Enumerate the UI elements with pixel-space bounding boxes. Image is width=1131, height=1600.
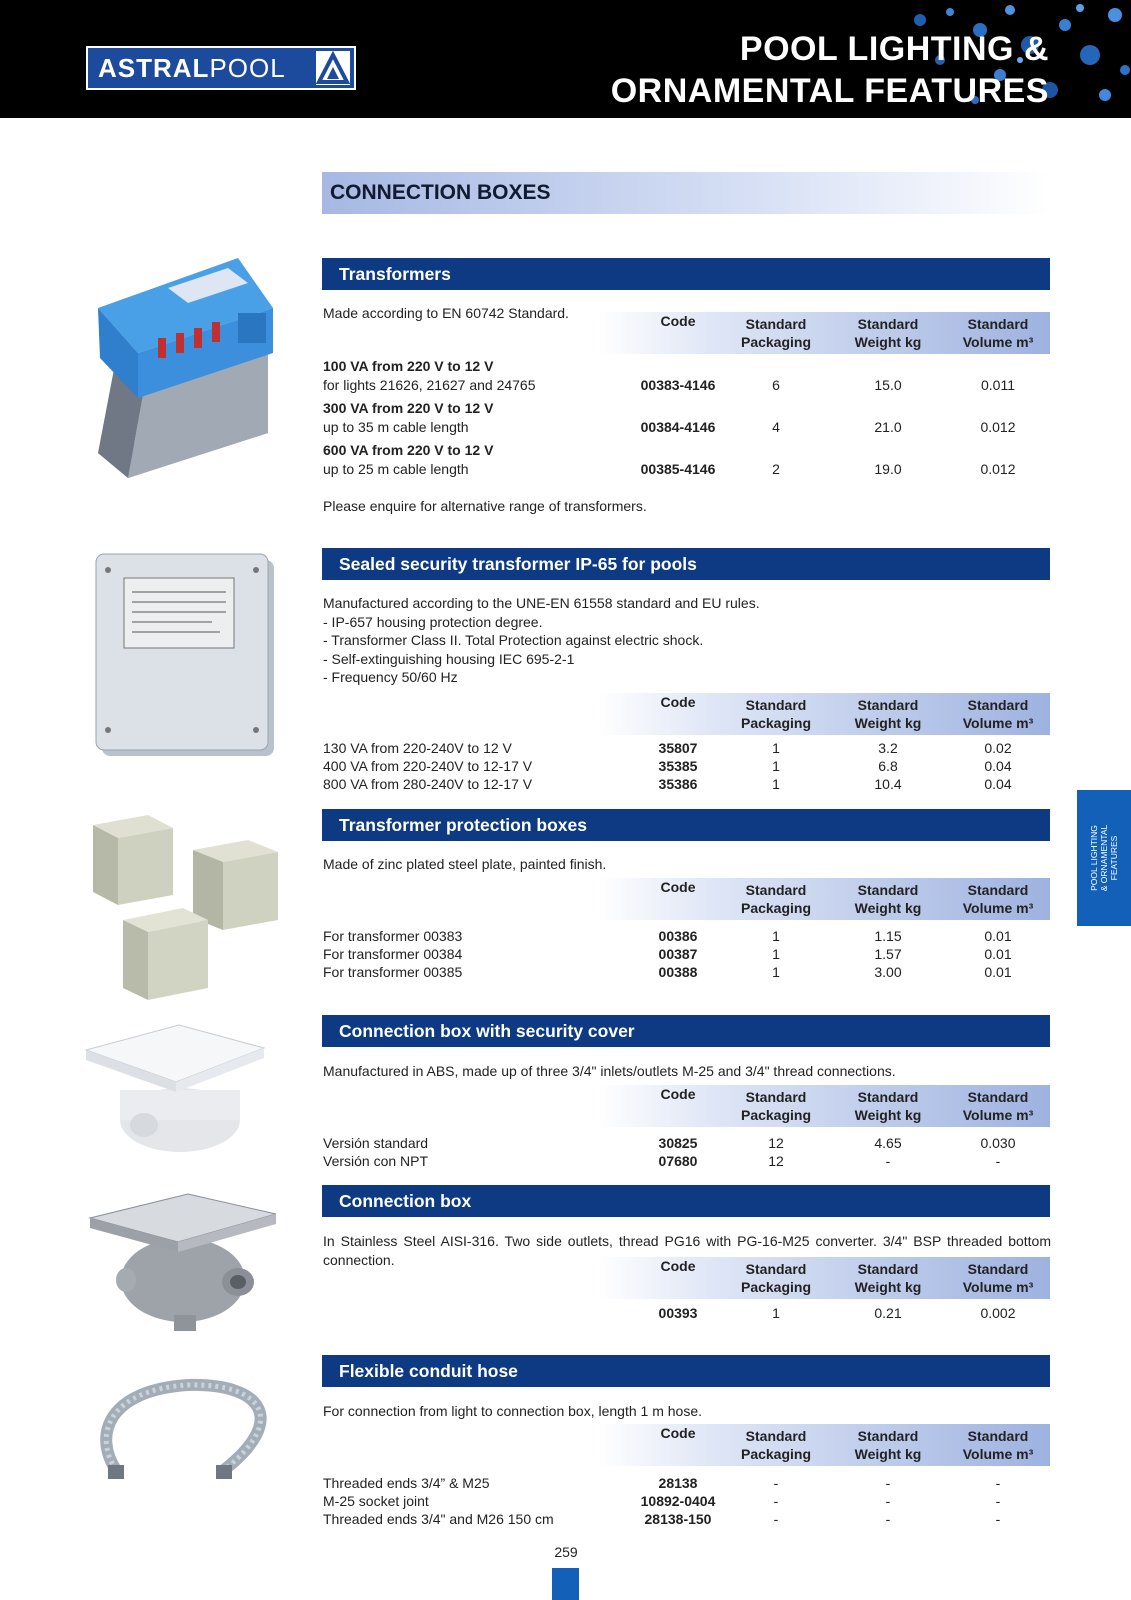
security-cover-title: Connection box with security cover [322, 1015, 1050, 1047]
sealed-description: Manufactured according to the UNE-EN 61558 standard and EU rules. - IP-657 housing protection degree. - Transformer Class II. Total Protection against electric shock. - Self-extinguishing housing IEC 695-2-1 - Frequency 50/60 Hz [323, 595, 760, 685]
table-row: For transformer 00383 00386 1 1.15 0.01 [323, 928, 1012, 944]
table-row: 800 VA from 280-240V to 12-17 V 35386 1 10.4 0.04 [323, 776, 1012, 792]
table-row: For transformer 00385 00388 1 3.00 0.01 [323, 964, 1012, 980]
security-cover-description: Manufactured in ABS, made up of three 3/4" inlets/outlets M-25 and 3/4" thread connections. [323, 1063, 896, 1079]
conduit-description: For connection from light to connection box, length 1 m hose. [323, 1403, 702, 1419]
table-row: For transformer 00384 00387 1 1.57 0.01 [323, 946, 1012, 962]
sealed-table-header: Code Standard Packaging Standard Weight kg Standard Volume m³ [598, 693, 1050, 735]
logo-triangle-icon [316, 51, 350, 85]
transformers-note: Please enquire for alternative range of transformers. [323, 498, 647, 514]
table-row: M-25 socket joint 10892-0404 - - - [323, 1493, 1001, 1509]
astralpool-logo [86, 46, 356, 90]
table-row: 00393 1 0.21 0.002 [658, 1305, 1016, 1321]
table-row: 100 VA from 220 V to 12 V for lights 21626, 21627 and 24765 00383-4146 6 15.0 0.011 [323, 358, 1015, 393]
table-row: Versión con NPT 07680 12 - - [323, 1153, 1001, 1169]
transformers-description: Made according to EN 60742 Standard. [323, 305, 569, 321]
chapter-side-tab: POOL LIGHTING & ORNAMENTAL FEATURES [1077, 790, 1131, 926]
protection-table-header: Code Standard Packaging Standard Weight kg Standard Volume m³ [598, 878, 1050, 920]
connection-box-title: Connection box [322, 1185, 1050, 1217]
sealed-transformer-image [92, 550, 278, 760]
sealed-title: Sealed security transformer IP-65 for pools [322, 548, 1050, 580]
page-header [0, 0, 1131, 118]
table-row: 600 VA from 220 V to 12 V up to 25 m cable length 00385-4146 2 19.0 0.012 [323, 442, 1016, 477]
logo-text: ASTRALPOOL [98, 52, 286, 83]
table-row: Versión standard 30825 12 4.65 0.030 [323, 1135, 1016, 1151]
conduit-hose-image [88, 1375, 288, 1485]
transformers-title: Transformers [322, 258, 1050, 290]
table-row: Threaded ends 3/4" and M26 150 cm 28138-150 - - - [323, 1511, 1001, 1527]
conduit-table-header: Code Standard Packaging Standard Weight kg Standard Volume m³ [598, 1424, 1050, 1466]
table-row: 400 VA from 220-240V to 12-17 V 35385 1 6.8 0.04 [323, 758, 1012, 774]
connection-box-description: In Stainless Steel AISI-316. Two side outlets, thread PG16 with PG-16-M25 converter. 3/4" BSP threaded bottom connection. [323, 1233, 1051, 1268]
transformers-table-header: Code Standard Packaging Standard Weight kg Standard Volume m³ [598, 312, 1050, 354]
section-title: CONNECTION BOXES [322, 172, 1050, 214]
page-number: 259 [554, 1544, 578, 1560]
header-title: POOL LIGHTING & ORNAMENTAL FEATURES [610, 30, 1049, 110]
connection-box-table-header: Code Standard Packaging Standard Weight kg Standard Volume m³ [598, 1257, 1050, 1299]
protection-description: Made of zinc plated steel plate, painted finish. [323, 856, 607, 872]
conduit-title: Flexible conduit hose [322, 1355, 1050, 1387]
page-number-tab [552, 1568, 579, 1600]
table-row: Threaded ends 3/4” & M25 28138 - - - [323, 1475, 1001, 1491]
table-row: 300 VA from 220 V to 12 V up to 35 m cable length 00384-4146 4 21.0 0.012 [323, 400, 1016, 435]
table-row: 130 VA from 220-240V to 12 V 35807 1 3.2 0.02 [323, 740, 1012, 756]
security-cover-table-header: Code Standard Packaging Standard Weight kg Standard Volume m³ [598, 1085, 1050, 1127]
protection-title: Transformer protection boxes [322, 809, 1050, 841]
header-code: Code [660, 313, 696, 329]
